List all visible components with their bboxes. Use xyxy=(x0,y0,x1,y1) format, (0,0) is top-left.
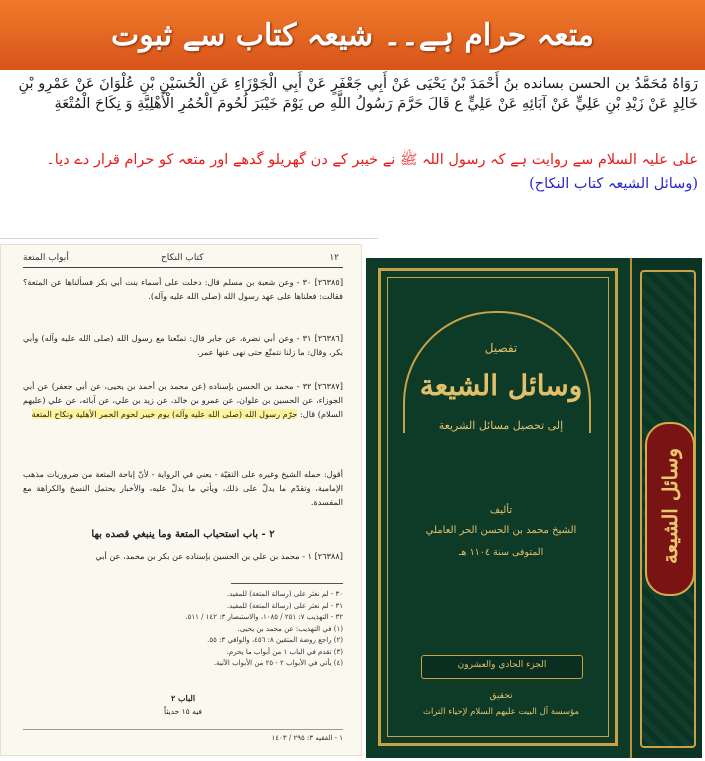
book-spine xyxy=(630,258,702,758)
volume-plaque xyxy=(421,655,583,679)
header-rule xyxy=(23,267,343,268)
urdu-translation-text: علی علیہ السلام سے روایت ہے کہ رسول اللہ ﷺ نے خیبر کے دن گھریلو گدھے اور متعہ کو حرام قرار دے دیا۔ xyxy=(46,152,698,168)
cover-author-lead: تأليف xyxy=(489,505,513,516)
footnote: (٤) يأتي في الأبواب ٢ - ٢٥ من الأبواب الآتية. xyxy=(213,659,343,667)
spine-pattern xyxy=(640,270,696,748)
arabic-hadith-text: رَوَاهُ مُحَمَّدُ بن الحسن بسانده بنُ أَحْمَدَ بْنُ يَحْيَى عَنْ أَبِي جَعْفَرٍ عَنْ أَبِي الْجَوْزَاءِ عَنِ الْحُسَيْنِ بْنِ عُلْوَانَ عَنْ عَمْرِو بْنِ خَالِدٍ عَنْ زَيْدِ بْنِ عَلِيٍّ عَنْ آبَائِهِ عَنْ عَلِيٍّ ع قَالَ حَرَّمَ رَسُولُ اللَّهِ ص يَوْمَ خَيْبَرَ لُحُومَ الْحُمُرِ الْأَهْلِيَّةِ وَ نِكَاحَ الْمُتْعَةِ xyxy=(18,76,698,112)
divider xyxy=(0,238,378,239)
page-banner xyxy=(0,0,705,70)
bottom-chapter-count: فيه ١٥ حديثاً xyxy=(164,707,202,716)
scanned-book-page xyxy=(0,244,362,756)
footnote: ٣١ - لم نعثر على (رسالة المتعة) للمفيد. xyxy=(226,601,343,610)
footnote-rule xyxy=(231,583,343,584)
page-header-left: أبواب المتعة xyxy=(23,253,69,263)
cover-publisher: مؤسسة آل البيت عليهم السلام لإحياء التراث xyxy=(422,707,580,717)
urdu-reference: (وسائل الشیعہ کتاب النکاح) xyxy=(529,176,698,192)
footnotes xyxy=(23,589,343,670)
bottom-rule xyxy=(23,729,343,730)
page-number: ١٢ xyxy=(329,253,339,263)
hadith-32-highlight: حرّم رسول الله (صلى الله عليه وآله) يوم خيبر لحوم الحمر الأهلية ونكاح المتعة xyxy=(31,409,298,419)
footnote: ٣٢ - التهذيب ٧: ٢٥١ / ١٠٨٥، والاستبصار ٣: ١٤٢ / ٥١١. xyxy=(185,613,343,621)
banner-title: متعہ حرام ہے۔۔ شیعہ کتاب سے ثبوت xyxy=(111,17,594,53)
page-header-center: كتاب النكاح xyxy=(161,253,204,263)
chapter-title: ٢ - باب استحباب المتعة وما ينبغي قصده بها xyxy=(91,529,275,540)
footnote: ٣٠ - لم نعثر على (رسالة المتعة) للمفيد. xyxy=(226,590,343,598)
book-cover-photo xyxy=(366,258,702,758)
hadith-30: [٢٦٣٨٥] ٣٠ - وعن شعبة بن مسلم قال: دخلت على أسماء بنت أبي بكر فسألناها عن المتعة؟ فقالت: فعلناها على عهد رسول الله (صلى الله عليه وآله). xyxy=(23,277,344,301)
hadith-31: [٢٦٣٨٦] ٣١ - وعن أبي نضرة، عن جابر قال: تمتّعنا مع رسول الله (صلى الله عليه وآله) وأبي بكر، وقال: ما زلنا نتمتّع حتى نهى عنها عمر. xyxy=(23,333,344,357)
book-front-cover xyxy=(378,268,618,746)
hadith-chapter2-1: [٢٦٣٨٨] ١ - محمد بن علي بن الحسين بإسناده عن بكر بن محمد، عن أبي xyxy=(95,551,343,561)
urdu-translation xyxy=(10,148,698,196)
author-comment: أقول: حمله الشيخ وغيره على التقيّة - يعني في الرواية - لأنّ إباحة المتعة من ضروريات مذهب الإمامية، وتقدّم ما يدلّ على ذلك، ويأتي ما يدلّ عليه، والأخبار يحتمل النسخ والكراهة مع المفسدة. xyxy=(23,469,343,507)
cover-top-word: تفصيل xyxy=(484,341,518,355)
cover-title: وسائل الشيعة xyxy=(419,369,583,402)
hadith-32 xyxy=(23,379,343,421)
hadith-32-chain: [٢٦٣٨٧] ٣٢ - محمد بن الحسن بإسناده (عن محمد بن أحمد بن يحيى، عن أبي جعفر) عن أبي الجوزاء، عن الحسين بن علوان، عن عمرو بن خالد، عن زيد بن علي، عن آبائه، عن علي (عليهم السلام) قال: xyxy=(23,381,343,419)
cover-publisher-lead: تحقيق xyxy=(489,691,513,701)
spine-medallion xyxy=(645,422,695,596)
footnote: (١) في التهذيب: عن محمد بن يحيى. xyxy=(237,624,343,633)
cover-death-date: المتوفى سنة ١١٠٤ هـ xyxy=(458,547,544,558)
footnote: (٢) راجع روضة المتقين ٨: ٤٥٦، والوافي ٣: ٥٥. xyxy=(207,636,343,644)
bottom-reference: ١ - الفقيه ٣: ٢٩٥ / ١٤٠٣ xyxy=(271,734,343,742)
cover-author: الشيخ محمد بن الحسن الحر العاملي xyxy=(425,525,577,536)
spine-title: وسائل الشيعة xyxy=(658,447,682,565)
volume-label: الجزء الحادي والعشرون xyxy=(457,660,547,670)
cover-subtitle: إلى تحصيل مسائل الشريعة xyxy=(438,419,564,432)
bottom-chapter: الباب ٢ xyxy=(170,693,196,703)
footnote: (٣) تقدم في الباب ١ من أبواب ما يحرم. xyxy=(226,647,343,656)
